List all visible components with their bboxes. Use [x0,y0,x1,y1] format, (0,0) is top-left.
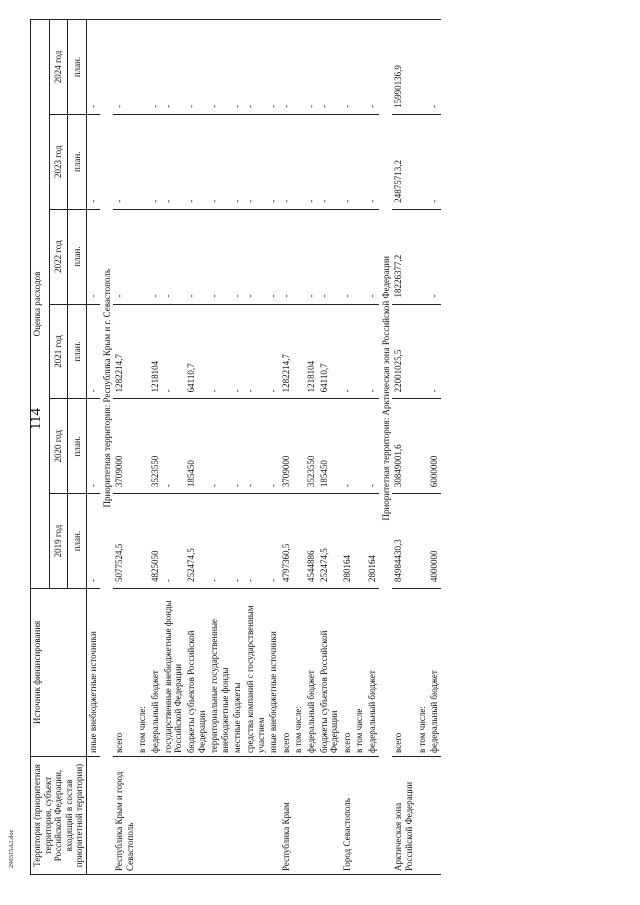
value-cell: - [113,114,136,209]
source-cell: иные внебюджетные источники [267,589,280,757]
source-cell: всего [341,589,354,757]
value-cell: - [149,114,162,209]
value-cell [353,494,366,589]
value-cell: - [231,20,244,115]
value-cell: 3523550 [149,399,162,494]
value-cell: - [185,114,208,209]
value-cell: 4544886 [305,494,318,589]
territory-cell [428,757,441,875]
header-plan: план. [68,494,87,589]
source-cell: государственные внебюджетные фонды Российской Федерации [162,589,185,757]
value-cell: - [318,114,341,209]
value-cell [136,20,149,115]
value-cell [136,399,149,494]
table-row [428,20,441,875]
value-cell: - [208,304,231,399]
value-cell: 6000000 [428,399,441,494]
value-cell: - [244,20,267,115]
value-cell: 3709000 [113,399,136,494]
value-cell: - [305,20,318,115]
territory-cell [185,757,208,875]
value-cell: - [231,114,244,209]
value-cell: - [149,209,162,304]
value-cell: 3709000 [280,399,293,494]
table-row [113,20,136,875]
value-cell: - [113,209,136,304]
value-cell: 1282214,7 [113,304,136,399]
territory-cell [244,757,267,875]
value-cell: - [113,20,136,115]
value-cell: 64110,7 [185,304,208,399]
territory-cell [136,757,149,875]
header-year: 2024 год [49,20,68,115]
value-cell: - [208,20,231,115]
table-row [353,20,366,875]
source-cell: в том числе: [416,589,429,757]
section-row [100,20,114,875]
value-cell [136,494,149,589]
value-cell: - [162,209,185,304]
source-cell: в том числе: [292,589,305,757]
value-cell: - [428,20,441,115]
value-cell: - [87,399,100,494]
value-cell: - [341,209,354,304]
table-row [87,20,100,875]
table-body [87,20,441,875]
source-cell: местные бюджеты [231,589,244,757]
value-cell: 185450 [185,399,208,494]
source-cell: всего [280,589,293,757]
value-cell: 4000000 [428,494,441,589]
value-cell [416,114,429,209]
section-title: Приоритетная территория: Республика Крым и г. Севастополь [100,20,114,757]
value-cell: 3523550 [305,399,318,494]
source-cell: иные внебюджетные источники [87,589,100,757]
value-cell: - [267,399,280,494]
source-cell: федеральный бюджет [366,589,379,757]
value-cell [292,209,305,304]
value-cell: - [87,209,100,304]
value-cell: - [366,304,379,399]
table-row [392,20,415,875]
section-spacer [100,757,114,875]
value-cell: - [428,114,441,209]
table-row [280,20,293,875]
value-cell: 1218104 [149,304,162,399]
value-cell: - [87,114,100,209]
header-year: 2021 год [49,304,68,399]
value-cell [416,494,429,589]
header-year: 2019 год [49,494,68,589]
table-row [416,20,429,875]
territory-cell [149,757,162,875]
value-cell: - [366,114,379,209]
value-cell: 1218104 [305,304,318,399]
value-cell: - [305,114,318,209]
value-cell: - [280,209,293,304]
value-cell: - [231,399,244,494]
header-source: Источник финансирования [31,589,87,757]
source-cell: федеральный бюджет [149,589,162,757]
value-cell: 280164 [366,494,379,589]
source-cell: территориальные государственные внебюджетные фонды [208,589,231,757]
territory-cell: Город Севастополь [341,757,354,875]
rotated-table-sheet [30,20,622,875]
territory-cell [292,757,305,875]
header-plan: план. [68,209,87,304]
value-cell: - [244,304,267,399]
table-row [318,20,341,875]
value-cell: - [244,209,267,304]
value-cell: - [208,494,231,589]
header-year: 2022 год [49,209,68,304]
territory-cell [416,757,429,875]
territory-cell [87,757,100,875]
territory-cell [267,757,280,875]
value-cell: 185450 [318,399,341,494]
value-cell: 18226377,2 [392,209,415,304]
table-row [162,20,185,875]
value-cell: - [428,209,441,304]
value-cell: 252474,5 [185,494,208,589]
table-row [244,20,267,875]
value-cell: - [162,494,185,589]
value-cell: - [267,209,280,304]
value-cell [416,20,429,115]
value-cell: 5077524,5 [113,494,136,589]
source-cell: бюджеты субъектов Российской Федерации [185,589,208,757]
header-plan: план. [68,114,87,209]
footer-filename: 290315A2.doc [8,829,15,868]
value-cell: 252474,5 [318,494,341,589]
table-row [208,20,231,875]
territory-cell: Республика Крым [280,757,293,875]
territory-cell [353,757,366,875]
value-cell: - [208,114,231,209]
value-cell: - [341,20,354,115]
value-cell [292,304,305,399]
value-cell: - [231,209,244,304]
table-row [267,20,280,875]
value-cell [292,494,305,589]
header-plan: план. [68,20,87,115]
value-cell: - [208,399,231,494]
value-cell: - [267,494,280,589]
header-year: 2020 год [49,399,68,494]
value-cell: 84984430,3 [392,494,415,589]
territory-cell [318,757,341,875]
value-cell: - [87,304,100,399]
table-row [136,20,149,875]
territory-cell [208,757,231,875]
value-cell [292,20,305,115]
value-cell: - [162,304,185,399]
header-estimate: Оценка расходов [31,20,50,589]
territory-cell [366,757,379,875]
value-cell: - [366,209,379,304]
table-row [366,20,379,875]
table-row [231,20,244,875]
value-cell: - [267,114,280,209]
value-cell: 1282214,7 [280,304,293,399]
section-spacer [379,757,393,875]
value-cell [136,304,149,399]
header-territory: Территория (приоритетная территория, субъект Российской Федерации, входящий в состав приоритетной территории) [31,757,87,875]
value-cell: - [341,114,354,209]
value-cell: - [428,304,441,399]
section-title: Приоритетная территория: Арктическая зона Российской Федерации [379,20,393,757]
table-row [149,20,162,875]
source-cell: в том числе: [136,589,149,757]
page-number: 114 [28,408,44,430]
header-year: 2023 год [49,114,68,209]
value-cell: 15990136,9 [392,20,415,115]
source-cell: средства компаний с государственным участием [244,589,267,757]
value-cell: 64110,7 [318,304,341,399]
territory-cell: Республика Крым и город Севастополь [113,757,136,875]
value-cell [136,114,149,209]
value-cell: - [366,399,379,494]
header-plan: план. [68,304,87,399]
value-cell [416,209,429,304]
value-cell: - [244,494,267,589]
value-cell: - [318,20,341,115]
territory-cell [231,757,244,875]
value-cell: - [305,209,318,304]
value-cell [292,114,305,209]
value-cell: - [267,20,280,115]
value-cell: - [280,20,293,115]
value-cell [353,114,366,209]
table-row [292,20,305,875]
header-plan: план. [68,399,87,494]
territory-cell [305,757,318,875]
value-cell: - [87,20,100,115]
table-row [305,20,318,875]
value-cell: 4797360,5 [280,494,293,589]
territory-cell: Арктическая зона Российской Федерации [392,757,415,875]
value-cell: - [185,209,208,304]
value-cell: - [208,209,231,304]
value-cell: 4825050 [149,494,162,589]
table-row [185,20,208,875]
value-cell [292,399,305,494]
source-cell: всего [113,589,136,757]
value-cell: - [185,20,208,115]
value-cell [416,304,429,399]
value-cell: - [149,20,162,115]
source-cell: всего [392,589,415,757]
value-cell: 22001025,5 [392,304,415,399]
value-cell: - [162,114,185,209]
value-cell: - [162,20,185,115]
territory-cell [162,757,185,875]
value-cell: - [162,399,185,494]
value-cell: - [231,304,244,399]
section-row [379,20,393,875]
value-cell: 24875713,2 [392,114,415,209]
value-cell: 30849001,6 [392,399,415,494]
value-cell: - [366,20,379,115]
value-cell: - [244,399,267,494]
value-cell: - [87,494,100,589]
table-row [341,20,354,875]
value-cell: - [231,494,244,589]
expenses-table [30,19,441,875]
source-cell: федеральный бюджет [305,589,318,757]
value-cell: - [280,114,293,209]
value-cell: - [267,304,280,399]
value-cell [353,209,366,304]
value-cell [353,399,366,494]
value-cell [353,20,366,115]
value-cell: - [341,304,354,399]
value-cell: - [341,399,354,494]
source-cell: бюджеты субъектов Российской Федерации [318,589,341,757]
value-cell: - [244,114,267,209]
source-cell: в том числе [353,589,366,757]
value-cell [353,304,366,399]
value-cell: 280164 [341,494,354,589]
value-cell [416,399,429,494]
value-cell [136,209,149,304]
source-cell: федеральный бюджет [428,589,441,757]
value-cell: - [318,209,341,304]
